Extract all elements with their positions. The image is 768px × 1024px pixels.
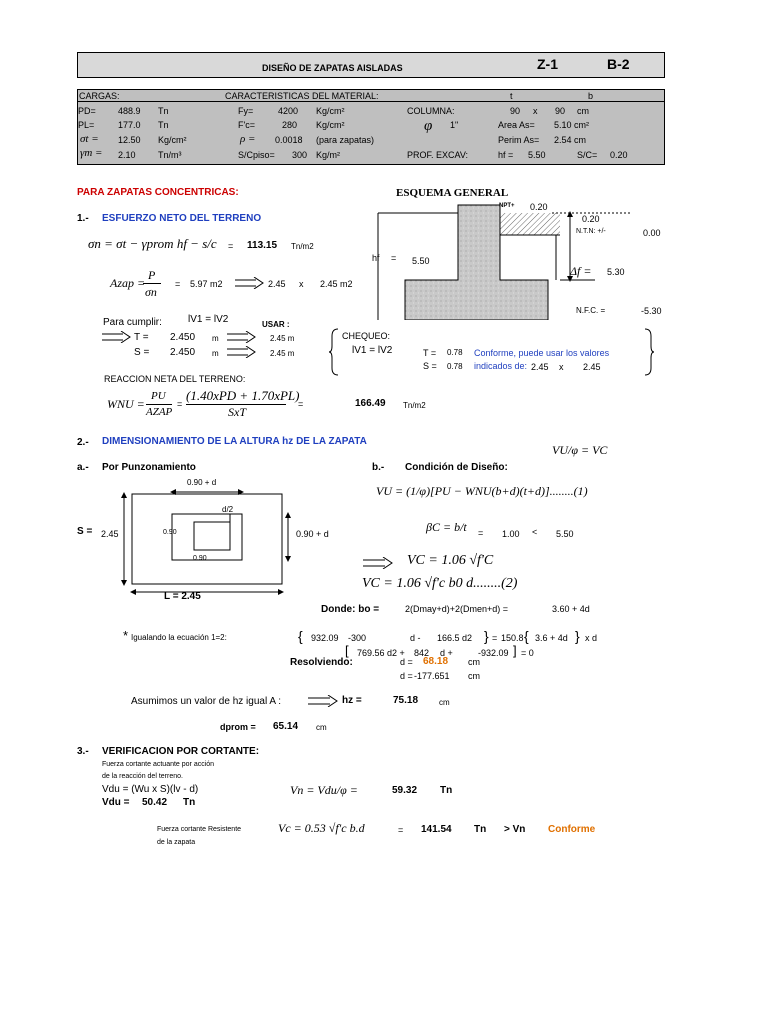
eq2-term-2: 842 — [414, 648, 430, 658]
d1-value: 68.18 — [423, 656, 449, 667]
azap-lhs: Azap = — [110, 276, 146, 290]
dprom-label: dprom = — [220, 722, 256, 732]
delta-f-label: Δf = — [570, 264, 592, 278]
chk-dim-2: 2.45 — [583, 362, 601, 372]
material-label: CARACTERISTICAS DEL MATERIAL: — [225, 91, 379, 101]
t-dim-label: T = — [134, 332, 149, 343]
ntn-label: N.T.N: +/- — [576, 228, 606, 235]
open-brace-2: { — [524, 628, 529, 644]
b-label: b.- — [372, 462, 385, 473]
usar-label: USAR : — [262, 320, 290, 329]
npt-label: NPT+ — [499, 203, 515, 209]
rho-note: (para zapatas) — [316, 135, 375, 145]
b-title: Condición de Diseño: — [405, 462, 508, 473]
eq-term-7: 3.6 + 4d — [535, 633, 568, 643]
vc-greater-than-vn: > Vn — [504, 824, 526, 835]
s-dim-unit: m — [212, 349, 219, 358]
eq2-term-1: 769.56 d2 + — [357, 648, 405, 658]
chk-message-1: Conforme, puede usar los valores — [474, 348, 610, 358]
pl-value: 177.0 — [118, 120, 141, 130]
fy-value: 4200 — [278, 106, 299, 116]
reaccion-label: REACCION NETA DEL TERRENO: — [104, 374, 246, 384]
wnu-unit: Tn/m2 — [403, 401, 426, 410]
l-dimension: L = 2.45 — [164, 591, 201, 602]
sc-value: 300 — [292, 150, 308, 160]
nfc-value: -5.30 — [641, 306, 662, 316]
sc2-value: 0.20 — [610, 150, 628, 160]
column-depth-label: 0.90 — [193, 555, 207, 562]
wnu-equals-2: = — [298, 399, 304, 409]
prof-label: PROF. EXCAV: — [407, 150, 469, 160]
section3-number: 3.- — [77, 746, 89, 757]
dprom-unit: cm — [316, 723, 327, 732]
vc-equals: = — [398, 825, 404, 835]
vdu-label: Vdu = — [102, 797, 130, 808]
arrow-icon — [362, 557, 394, 569]
hz-label: hz = — [342, 695, 362, 706]
section2-number: 2.- — [77, 437, 89, 448]
d2-value: -177.651 — [414, 671, 450, 681]
beta-c-less-than: < — [532, 527, 538, 537]
concentric-heading: PARA ZAPATAS CONCENTRICAS: — [77, 187, 239, 198]
phi-label: φ — [424, 118, 433, 134]
s-use-value: 2.45 m — [270, 349, 295, 358]
fy-unit: Kg/cm² — [316, 106, 345, 116]
pl-unit: Tn — [158, 120, 169, 130]
phi-value: 1" — [450, 120, 459, 130]
chequeo-label: CHEQUEO: — [342, 331, 391, 341]
arrow-icon — [307, 695, 339, 707]
col-b: 90 — [555, 106, 566, 116]
vc-unit: Tn — [474, 824, 487, 835]
vn-equation: Vn = Vdu/φ = — [290, 783, 358, 797]
eq-term-4: 166.5 d2 — [437, 633, 473, 643]
vc-resistant-equation: Vc = 0.53 √f'c b.d — [278, 821, 365, 835]
top-dimension: 0.90 + d — [187, 478, 217, 487]
bo-value: 3.60 + 4d — [552, 604, 590, 614]
doc-title: DISEÑO DE ZAPATAS AISLADAS — [262, 63, 403, 73]
pd-unit: Tn — [158, 106, 169, 116]
eq-term-8: x d — [585, 633, 598, 643]
section2-title: DIMENSIONAMIENTO DE LA ALTURA hz DE LA ZAPATA — [102, 436, 367, 447]
s-diagram-label: S = — [77, 526, 93, 537]
azap-numerator: P — [148, 268, 156, 282]
d1-label: d = — [400, 657, 413, 667]
right-brace-icon — [643, 328, 655, 376]
as-value: 5.10 cm² — [554, 120, 590, 130]
wnu-numerator: PU — [151, 390, 166, 402]
wnu-equals: = — [177, 399, 183, 409]
fc-value: 280 — [282, 120, 298, 130]
wnu-fraction-bar — [146, 404, 172, 405]
close-brace-2: } — [575, 628, 580, 644]
sc-label: S/Cpiso= — [238, 150, 275, 160]
fy-label: Fy= — [238, 106, 254, 116]
perim-label: Perim As= — [498, 135, 540, 145]
chk-message-2: indicados de: — [474, 361, 528, 371]
open-bracket: [ — [345, 643, 349, 658]
sigma-t-unit: Kg/cm² — [158, 135, 187, 145]
bo-expression: 2(Dmay+d)+2(Dmen+d) = — [405, 604, 509, 614]
s-dim-label: S = — [134, 347, 150, 358]
punching-diagram — [118, 480, 308, 595]
resistant-text-2: de la zapata — [157, 839, 196, 846]
sigma-t-label: σt = — [80, 133, 99, 145]
shear-text-2: de la reacción del terreno. — [102, 773, 183, 780]
column-width-label: 0.90 — [163, 529, 177, 536]
beta-c-equals: = — [478, 528, 484, 538]
chequeo-lv: lV1 = lV2 — [352, 345, 393, 356]
s-dim-value: 2.450 — [170, 347, 196, 358]
vu-design-equation: VU/φ = VC — [552, 443, 608, 457]
hf-diagram-value: 5.50 — [412, 256, 430, 266]
vdu-value: 50.42 — [142, 797, 168, 808]
s-diagram-value: 2.45 — [101, 529, 119, 539]
col-x: x — [533, 106, 538, 116]
ntn-value: 0.00 — [643, 228, 661, 238]
npt-value: 0.20 — [530, 202, 548, 212]
as-label: Area As= — [498, 120, 535, 130]
arrow-icon — [101, 331, 131, 343]
resolviendo-label: Resolviendo: — [290, 657, 353, 668]
resistant-text-1: Fuerza cortante Resistente — [157, 826, 242, 833]
vc-conforme: Conforme — [548, 824, 596, 835]
left-brace-icon — [328, 328, 340, 376]
chk-s-value: 0.78 — [447, 362, 463, 371]
azap-fraction-bar — [143, 283, 161, 284]
wnu-denominator-2: SxT — [228, 405, 246, 419]
rho-label: ρ = — [240, 133, 256, 145]
vdu-equation: Vdu = (Wu x S)(lv - d) — [102, 784, 199, 795]
t-dim-value: 2.450 — [170, 332, 196, 343]
lv-condition: lV1 = lV2 — [188, 314, 229, 325]
pl-label: PL= — [78, 120, 95, 130]
eq2-term-3: d + — [440, 648, 453, 658]
beta-c-value: 1.00 — [502, 529, 520, 539]
eq-term-1: 932.09 — [311, 633, 339, 643]
loads-header-line — [78, 101, 664, 102]
igualando-label: Igualando la ecuación 1=2: — [131, 633, 227, 642]
col-t: 90 — [510, 106, 521, 116]
azap-value: 5.97 m2 — [190, 279, 223, 289]
eq-term-5: = — [492, 633, 498, 643]
vc-equation-2: VC = 1.06 √f'c b0 d........(2) — [362, 576, 518, 591]
chk-t-label: T = — [423, 348, 437, 358]
fc-unit: Kg/cm² — [316, 120, 345, 130]
eq2-term-5: = 0 — [521, 648, 534, 658]
dprom-value: 65.14 — [273, 721, 299, 732]
d2-label: d = — [400, 671, 413, 681]
chk-t-value: 0.78 — [447, 348, 463, 357]
vc-value: 141.54 — [421, 824, 452, 835]
columna-label: COLUMNA: — [407, 106, 455, 116]
dim-2: 2.45 m2 — [320, 279, 353, 289]
a-label: a.- — [77, 462, 89, 473]
arrow-icon — [234, 277, 264, 289]
asumimos-label: Asumimos un valor de hz igual A : — [131, 696, 282, 707]
arrow-icon — [226, 346, 256, 358]
vn-value: 59.32 — [392, 785, 418, 796]
eq2-term-4: -932.09 — [478, 648, 509, 658]
gamma-m-value: 2.10 — [118, 150, 136, 160]
para-cumplir: Para cumplir: — [103, 317, 162, 328]
vn-unit: Tn — [440, 785, 453, 796]
b-label: b — [588, 91, 594, 101]
sigma-n-unit: Tn/m2 — [291, 242, 314, 251]
eq-term-3: d - — [410, 633, 421, 643]
section1-title: ESFUERZO NETO DEL TERRENO — [102, 213, 262, 224]
t-label: t — [510, 91, 513, 101]
d-half-label: d/2 — [222, 505, 234, 514]
donde-bo-label: Donde: bo = — [321, 604, 380, 615]
col-unit: cm — [577, 106, 589, 116]
chk-s-label: S = — [423, 361, 437, 371]
chk-dim-1: 2.45 — [531, 362, 549, 372]
sigma-n-value: 113.15 — [247, 240, 278, 251]
sc-unit: Kg/m² — [316, 150, 341, 160]
hz-value: 75.18 — [393, 695, 419, 706]
right-dimension: 0.90 + d — [296, 529, 329, 539]
wnu-lhs: WNU = — [107, 397, 145, 411]
dim-1: 2.45 — [268, 279, 286, 289]
close-brace: } — [484, 628, 489, 644]
open-brace: { — [298, 628, 303, 644]
vdu-unit: Tn — [183, 797, 196, 808]
fc-label: F'c= — [238, 120, 255, 130]
code-z: Z-1 — [537, 56, 558, 72]
hf-diagram-label: hf — [372, 253, 380, 263]
esquema-title: ESQUEMA GENERAL — [396, 187, 509, 199]
gamma-m-unit: Tn/m³ — [158, 150, 182, 160]
wnu-value: 166.49 — [355, 398, 386, 409]
asterisk: * — [123, 628, 129, 643]
gamma-m-label: γm = — [80, 147, 103, 159]
section1-number: 1.- — [77, 213, 89, 224]
vc-equation-1: VC = 1.06 √f'C — [407, 553, 494, 568]
perim-value: 2.54 cm — [554, 135, 587, 145]
wnu-denominator: AZAP — [146, 406, 173, 418]
azap-equals: = — [175, 279, 181, 289]
d1-unit: cm — [468, 657, 480, 667]
eq-term-6: 150.8 — [501, 633, 524, 643]
fill-thickness: 0.20 — [582, 214, 600, 224]
beta-c-equation: βC = b/t — [426, 520, 467, 534]
sigma-n-equals: = — [228, 241, 234, 251]
pd-value: 488.9 — [118, 106, 141, 116]
sc2-label: S/C= — [577, 150, 598, 160]
dim-x: x — [299, 279, 304, 289]
section3-title: VERIFICACION POR CORTANTE: — [102, 746, 260, 757]
sigma-t-value: 12.50 — [118, 135, 141, 145]
azap-denominator: σn — [145, 285, 157, 299]
delta-f-value: 5.30 — [607, 267, 625, 277]
chk-x: x — [559, 362, 564, 372]
t-use-value: 2.45 m — [270, 334, 295, 343]
wnu-numerator-2: (1.40xPD + 1.70xPL) — [186, 388, 300, 403]
arrow-icon — [226, 331, 256, 343]
vu-equation: VU = (1/φ)[PU − WNU(b+d)(t+d)]........(1) — [376, 484, 588, 498]
hf-value: 5.50 — [528, 150, 546, 160]
shear-text-1: Fuerza cortante actuante por acción — [102, 761, 215, 768]
cargas-label: CARGAS: — [79, 91, 120, 101]
hf-diagram-equals: = — [391, 253, 397, 263]
t-dim-unit: m — [212, 334, 219, 343]
hz-unit: cm — [439, 698, 450, 707]
eq-term-2: -300 — [348, 633, 367, 643]
hf-label: hf = — [498, 150, 514, 160]
code-b: B-2 — [607, 56, 630, 72]
pd-label: PD= — [78, 106, 96, 116]
close-bracket: ] — [513, 643, 517, 658]
d2-unit: cm — [468, 671, 480, 681]
nfc-label: N.F.C. = — [576, 306, 606, 315]
a-title: Por Punzonamiento — [102, 462, 196, 473]
rho-value: 0.0018 — [275, 135, 303, 145]
beta-c-limit: 5.50 — [556, 529, 574, 539]
sigma-n-equation: σn = σt − γprom hf − s/c — [88, 236, 217, 251]
